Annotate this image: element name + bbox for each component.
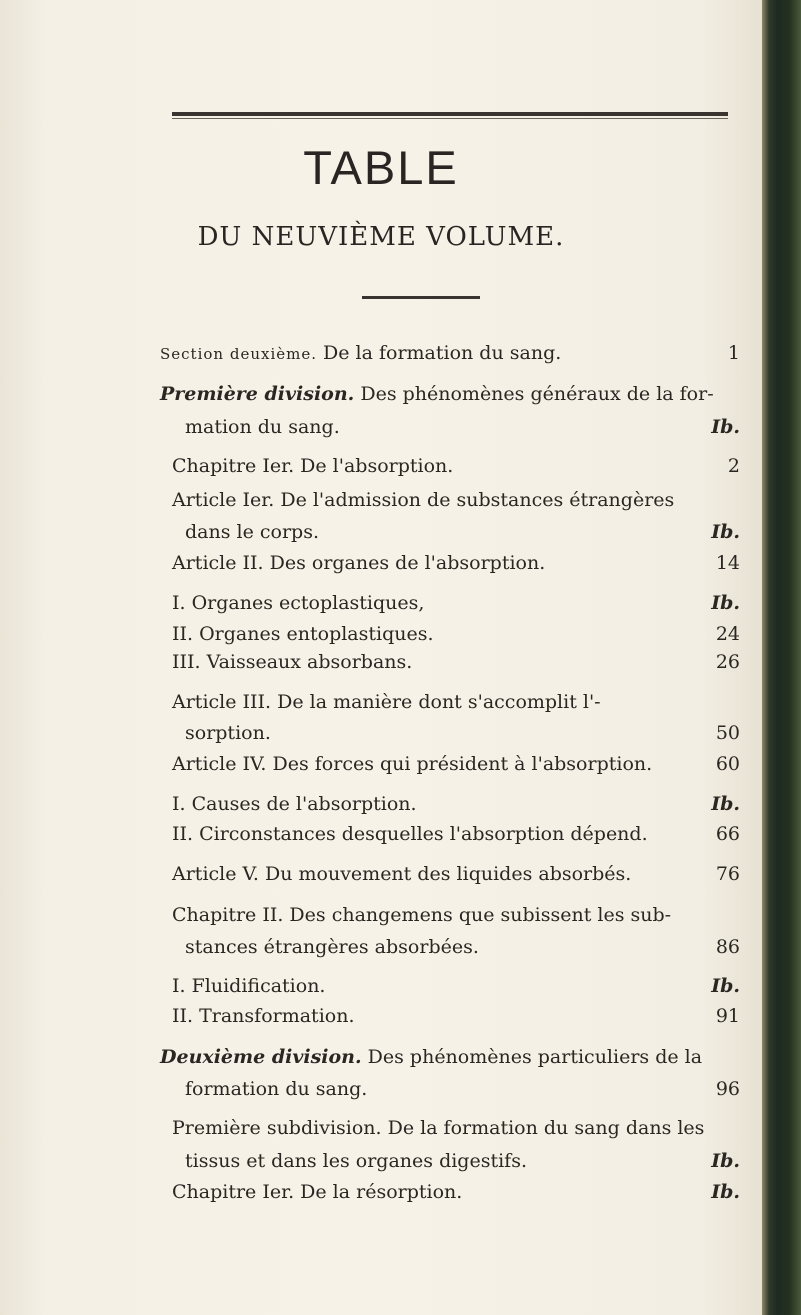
toc-entry: tissus et dans les organes digestifs. Ib. <box>185 1150 740 1172</box>
toc-entry: Article IV. Des forces qui président à l'absorption. 60 <box>172 753 740 775</box>
page-subtitle: DU NEUVIÈME VOLUME. <box>197 222 565 252</box>
toc-entry: mation du sang. Ib. <box>185 416 740 438</box>
toc-entry: formation du sang. 96 <box>185 1078 740 1100</box>
page-title: TABLE <box>303 141 459 194</box>
toc-entry: I. Fluidification. Ib. <box>172 975 740 997</box>
toc-entry: Chapitre Ier. De la résorption. Ib. <box>172 1181 740 1203</box>
toc-entry: I. Causes de l'absorption. Ib. <box>172 793 740 815</box>
toc-entry: dans le corps. Ib. <box>185 521 740 543</box>
toc-entry: Section deuxième. De la formation du sang. 1 <box>160 342 740 364</box>
toc-entry: Article II. Des organes de l'absorption. 14 <box>172 552 740 574</box>
toc-entry: II. Circonstances desquelles l'absorption dépend. 66 <box>172 823 740 845</box>
book-spine-edge <box>762 0 801 1315</box>
toc-entry: Article Ier. De l'admission de substances étrangères <box>172 489 675 511</box>
toc-entry: II. Transformation. 91 <box>172 1005 740 1027</box>
toc-entry: stances étrangères absorbées. 86 <box>185 936 740 958</box>
toc-entry: Deuxième division. Des phénomènes particuliers de la <box>160 1046 703 1068</box>
toc-entry: I. Organes ectoplastiques, Ib. <box>172 592 740 614</box>
toc-entry: III. Vaisseaux absorbans. 26 <box>172 651 740 673</box>
toc-entry: Première subdivision. De la formation du sang dans les <box>172 1117 705 1139</box>
toc-entry: Chapitre II. Des changemens que subissent les sub- <box>172 904 672 926</box>
toc-entry: Première division. Des phénomènes généraux de la for- <box>160 383 714 405</box>
toc-entry: sorption. 50 <box>185 722 740 744</box>
toc-entry: Article III. De la manière dont s'accomplit l'- <box>172 691 601 713</box>
toc-entry: Article V. Du mouvement des liquides absorbés. 76 <box>172 863 740 885</box>
toc-entry: II. Organes entoplastiques. 24 <box>172 623 740 645</box>
toc-entry: Chapitre Ier. De l'absorption. 2 <box>172 455 740 477</box>
